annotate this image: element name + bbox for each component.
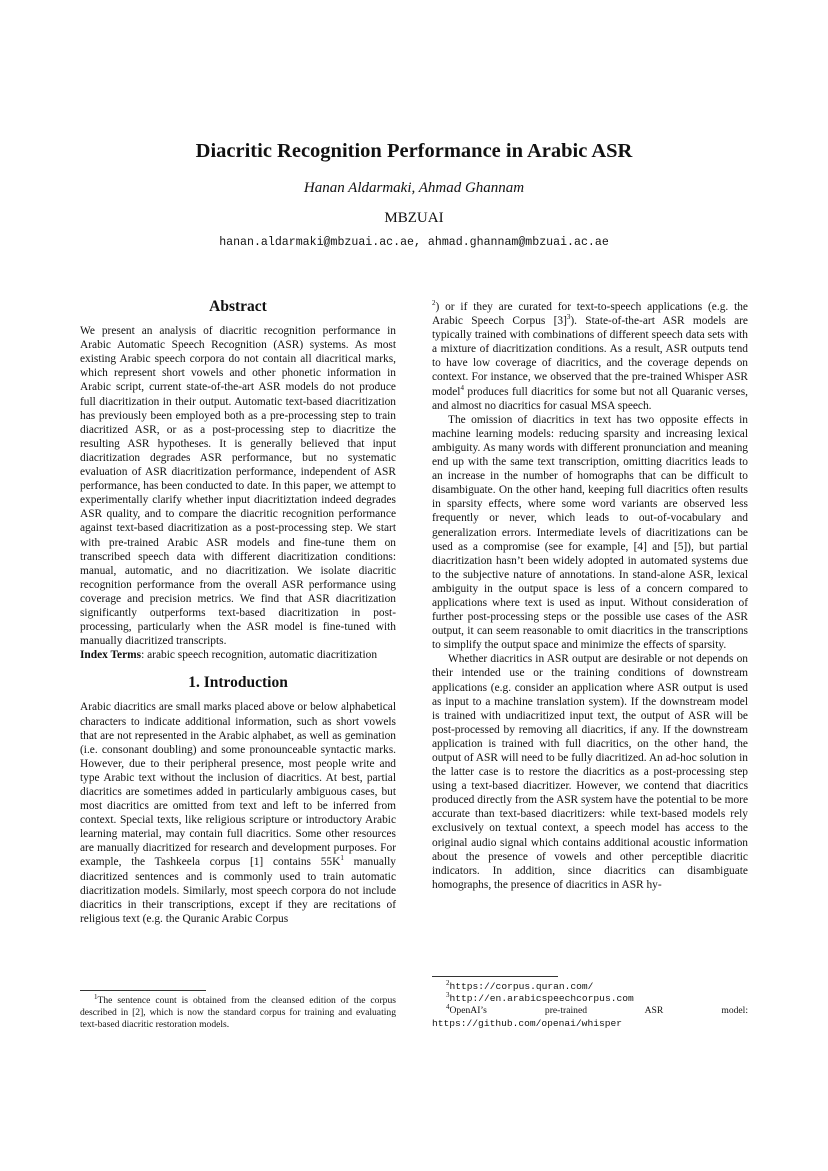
footnote-rule xyxy=(80,990,206,991)
footnote-1 xyxy=(80,992,396,1031)
abstract-heading: Abstract xyxy=(209,298,267,315)
footnote-4-label: OpenAI’s pre-trained ASR model: xyxy=(449,1005,748,1017)
index-terms-label: Index Terms xyxy=(80,649,142,662)
authors: Hanan Aldarmaki, Ahmad Ghannam xyxy=(303,180,525,196)
intro-p1-part-e: produces full diacritics for some but not all Quaranic verses, and almost no diacritics for casual MSA speech. xyxy=(432,385,748,412)
footnote-ref-4: 4 xyxy=(460,383,464,392)
footnotes-right xyxy=(432,976,748,1030)
footnote-ref-3: 3 xyxy=(566,313,571,322)
intro-paragraph-1-right xyxy=(432,300,748,413)
footnotes-left xyxy=(80,990,396,1031)
introduction-heading: 1. Introduction xyxy=(188,674,288,692)
footnote-ref-1: 1 xyxy=(340,854,344,863)
paper-title: Diacritic Recognition Performance in Arabic ASR xyxy=(195,140,633,162)
footnote-2 xyxy=(432,978,748,993)
intro-paragraph-3: Whether diacritics in ASR output are desirable or not depends on their intended use or the training conditions of downstream applications (e.g. consider an application where ASR output is used as input to a machine translation system). If the downstream model is trained with undiacritized input text, the output of ASR will be post-processed by removing all diacritics, if any. If the downstream application is trained with full diacritics, on the other hand, the output of ASR will need to be fully diacritized. An ad-hoc solution in the latter case is to restore the diacritics as a post-processing step using a text-based diacritizer. However, we contend that diacritics produced directly from the ASR system have the potential to be more accurate than text-based diacritizers: while text-based models rely exclusively on textual context, a speech model has access to the original audio signal which contains additional acoustic information about the presence of vowels and other perceptible diacritic indicators. In addition, since diacritics can disambiguate homographs, the presence of diacritics in ASR hy- xyxy=(432,653,749,891)
abstract-text: We present an analysis of diacritic recognition performance in Arabic Automatic Speech Recognition (ASR) systems. As most existing Arabic speech corpora do not contain all diacritical marks, which represent short vowels and other phonetic information in Arabic script, current state-of-the-art ASR models do not produce full diacritization in their output. Automatic text-based diacritization has previously been employed both as a pre-processing step to train diacritized ASR, or as a post-processing step to diacritize the resulting ASR hypotheses. It is generally believed that input diacritization degrades ASR performance, but no systematic evaluation of ASR diacritization performance, independent of ASR performance, has been conducted to date. In this paper, we attempt to experimentally clarify whether input diacritiztation indeed degrades ASR quality, and to compare the diacritic recognition performance against text-based diacritization as a post-processing step. We start with pre-trained Arabic ASR models and fine-tune them on transcribed speech data with different diacritization conditions: manual, automatic, and no diacritization. We isolate diacritic recognition performance from the overall ASR performance using coverage and precision metrics. We find that ASR diacritization significantly outperforms text-based diacritization in post-processing, particularly when the ASR model is fine-tuned with manually diacritized transcripts. xyxy=(80,325,396,648)
affiliation: MBZUAI xyxy=(384,210,444,226)
footnote-3 xyxy=(432,993,748,1005)
intro-p1-part-c: ) or if they are curated for text-to-speech applications (e.g. the Arabic Speech Corpus [3] xyxy=(432,301,748,328)
left-column xyxy=(80,300,396,926)
index-terms xyxy=(80,648,396,662)
intro-p1-part-b: manually diacritized sentences and is commonly used to train automatic diacritization models. Similarly, most speech corpora do not include diacritics in their transcriptions, except if they are recitations of religious text (e.g. the Quranic Arabic Corpus xyxy=(80,856,396,925)
intro-paragraph-1-left xyxy=(80,700,396,926)
footnote-3-link[interactable]: http://en.arabicspeechcorpus.com xyxy=(449,993,634,1005)
footnote-1-text: The sentence count is obtained from the cleansed edition of the corpus described in [2], which is now the standard corpus for training and evaluating text-based diacritic restoration models. xyxy=(80,995,396,1030)
footnote-4-mark: 4 xyxy=(446,1003,450,1012)
footnote-2-link[interactable]: https://corpus.quran.com/ xyxy=(449,981,594,992)
index-terms-text: : arabic speech recognition, automatic diacritization xyxy=(141,649,378,662)
footnote-4 xyxy=(432,1005,748,1029)
intro-p1-part-d: ). State-of-the-art ASR models are typically trained with combinations of different speech data sets with a mixture of diacritization conditions. As a result, ASR outputs tend to have low coverage of diacritics, and the coverage depends on context. For instance, we observed that the pre-trained Whisper ASR model xyxy=(432,315,748,398)
footnote-3-mark: 3 xyxy=(446,991,450,1000)
author-emails: hanan.aldarmaki@mbzuai.ac.ae, ahmad.ghannam@mbzuai.ac.ae xyxy=(219,236,609,249)
right-column xyxy=(432,300,748,892)
footnote-rule-right xyxy=(432,976,558,977)
intro-p1-part-a: Arabic diacritics are small marks placed above or below alphabetical characters to indicate additional information, such as short vowels that are not represented in the Arabic alphabet, as well as gemination (i.e. consonant doubling) and some pronounceable syntactic marks. However, due to their peripheral presence, most people write and type Arabic text without the inclusion of diacritics. At best, partial diacritics are sometimes added in particularly ambiguous cases, but most diacritics are omitted from text and left to be inferred from context. Special texts, like religious scripture or introductory Arabic learning material, may contain full diacritics. Some other resources are manually diacritized for research and development purposes. For example, the Tashkeela corpus [1] contains 55K xyxy=(80,701,396,869)
footnote-1-mark: 1 xyxy=(94,992,98,1001)
intro-paragraph-2: The omission of diacritics in text has two opposite effects in machine learning models: reducing sparsity and increasing lexical ambiguity. As many words with different pronunciation and meaning end up with the same text transcription, omitting diacritics leads to an increase in the number of homographs that can be difficult to disambiguate. On the other hand, keeping full diacritics often results in sparsity effects, where some word variants are observed less frequently or never, which leads to out-of-vocabulary and generalization errors. Intermediate levels of diacritizations can be used as a compromise (see for example, [4] and [5]), but partial diacritization hasn’t been widely adopted in automated systems due to the subjective nature of annotations. In stand-alone ASR, lexical ambiguity in the output space is less of a concern compared to applications where text is used as input. Without consideration of further post-processing steps or the possible use cases of the ASR output, it can seem reasonable to omit diacritics in the transcriptions to simplify the output space and minimize the effects of sparsity. xyxy=(432,413,748,652)
footnote-ref-2: 2 xyxy=(432,299,436,308)
footnote-2-mark: 2 xyxy=(446,978,450,987)
footnote-4-link[interactable]: https://github.com/openai/whisper xyxy=(432,1017,622,1029)
